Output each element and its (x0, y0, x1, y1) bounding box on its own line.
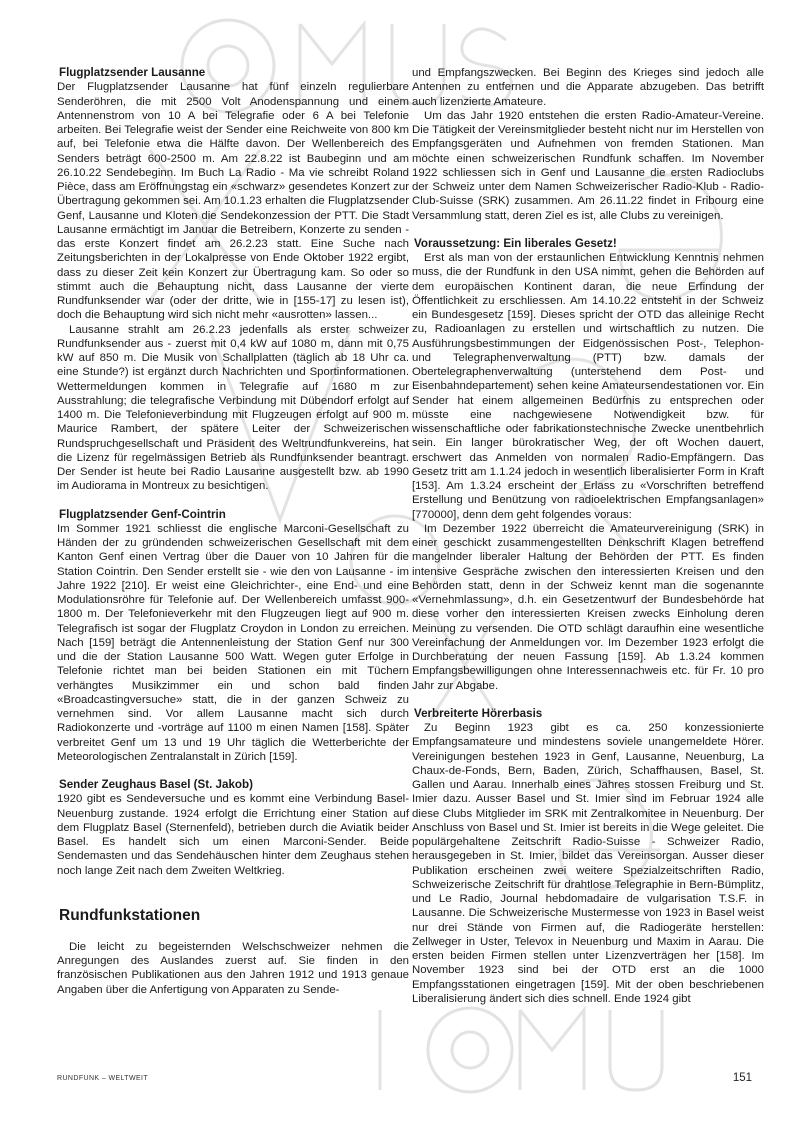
spacer (57, 878, 409, 906)
paragraph-lausanne-1: Der Flugplatzsender Lausanne hat fünf einzeln regulierbare Senderöhren, die mit 2500 Volt Anodenspannung und einem Antennenstrom von 10 A bei Telegrafie oder 6 A bei Telefonie arbeiten. Bei Telegrafie weist der Sender eine Reichweite von 800 km auf, bei Telefonie etwa die Hälfte davon. Der Wellenbereich des Senders beträgt 600-2500 m. Am 22.8.22 ist Baubeginn und am 26.10.22 Sendebeginn. Im Buch La Radio - Ma vie schreibt Roland Pièce, dass am Eröffnungstag ein «schwarz» gesendetes Konzert zur Übertragung gekommen sei. Am 10.1.23 erhalten die Flugplatzsender Genf, Lausanne und Kloten die Sendekonzession der PTT. Die Stadt Lausanne ermächtigt im Januar die Betreibern, Konzerte zu senden - das erste Konzert findet am 26.2.23 statt. Eine Suche nach Zeitungsberichten in der Lokalpresse von Ende Oktober 1922 ergibt, dass zu dieser Zeit kein Konzert zur Übertragung kam. So oder so stimmt auch die Behauptung nicht, dass Lausanne der vierte Rundfunksender war (oder der dritte, wie in [155-17] zu lesen ist), doch die Behauptung wird sich nicht mehr «ausrotten» lassen... (57, 81, 409, 322)
heading-sender-zeughaus-basel: Sender Zeughaus Basel (St. Jakob) (59, 778, 253, 791)
paragraph-basel: 1920 gibt es Sendeversuche und es kommt eine Verbindung Basel-Neuenburg zustande. 1924 erfolgt die Errichtung einer Station auf dem Flugplatz Basel (Sternenfeld), betrieben durch die Aviatik beider Basel. Es handelt sich um einen Marconi-Sender. Beide Sendemasten und das Sendehäuschen hinter dem Zeughaus stehen noch lange Zeit nach dem Zweiten Weltkrieg. (57, 793, 409, 877)
paragraph-gesetz: Erst als man von der erstaunlichen Entwicklung Kenntnis nehmen muss, die der Rundfunk in den USA nimmt, gehen die Behörden auf dem europäischen Kontinent daran, die neue Erfindung der Öffentlichkeit zu erschliessen. Am 14.10.22 entsteht in der Schweiz ein Bundesgesetz [159]. Dieses spricht der OTD das alleinige Recht zu, Radioanlagen zu erstellen und wirtschaftlich zu nutzen. Die Ausführungsbestimmungen der Eidgenössischen Post-, Telephon- und Telegraphenverwaltung (PTT) bzw. damals der Obertelegraphenverwaltung (unterstehend dem Post- und Eisenbahndepartement) sehen keine Amateursendestationen vor. Ein Sender hat einem allgemeinen Bedürfnis zu entsprechen oder müsste eine nachgewiesene Notwendigkeit bzw. für wissenschaftliche oder fabrikationstechnische Zwecke unentbehrlich sein. Ein langer bürokratischer Weg, der oft Wochen dauert, erschwert das Anmelden von normalen Radio-Empfängern. Das Gesetz tritt am 1.1.24 jedoch in wesentlich liberalisierter Form in Kraft [153]. Am 1.3.24 erscheint der Erlass zu «Vorschriften betreffend Erstellung und Benützung von radioelektrischen Empfangsanlagen» [770000], denn dem geht folgendes voraus: (412, 252, 764, 521)
spacer (412, 223, 764, 237)
heading-flugplatzsender-genf: Flugplatzsender Genf-Cointrin (59, 507, 226, 521)
watermark-band-bottom (380, 1008, 662, 1092)
paragraph-welschschweizer: Die leicht zu begeisternden Welschschweizer nehmen die Anregungen des Auslandes zuerst auf. Sie finden in den französischen Publikationen aus den Jahren 1912 und 1913 genaue Angaben über die Anfertigung von Apparaten zu Sende- (57, 940, 409, 996)
heading-voraussetzung: Voraussetzung: Ein liberales Gesetz! (414, 236, 617, 250)
heading-flugplatzsender-lausanne: Flugplatzsender Lausanne (59, 66, 206, 79)
paragraph-denkschrift: Im Dezember 1922 überreicht die Amateurvereinigung (SRK) in einer geschickt zusammengestellten Denkschrift Klagen betreffend mangelnder liberaler Haltung der Behörden der PTT. Es finden intensive Gespräche zwischen den interessierten Kreisen und den Behörden statt, denn in der Schweiz kennt man die sogenannte «Vernehmlassung», d.h. ein Gesetzentwurf der Bundesbehörde hat diese vorher den interessierten Kreisen zwecks Einholung deren Meinung zu versenden. Die OTD schlägt daraufhin eine wesentliche Vereinfachung der Anmeldungen vor. Im Dezember 1923 erfolgt die Durchberatung der neuen Fassung [159]. Ab 1.3.24 kommen Empfangsbewilligungen ohne Interessennachweis etc. für Fr. 10 pro Jahr zur Abgabe. (412, 522, 764, 692)
spacer (412, 693, 764, 707)
left-column (57, 66, 409, 997)
paragraph-empfangszwecke: und Empfangszwecken. Bei Beginn des Krieges sind jedoch alle Antennen zu entfernen und die Apparate abzugeben. Das betrifft auch lizenzierte Amateure. (412, 67, 764, 108)
running-title: RUNDFUNK – WELTWEIT (57, 1075, 149, 1082)
paragraph-radio-amateur-vereine: Um das Jahr 1920 entstehen die ersten Radio-Amateur-Vereine. Die Tätigkeit der Vereinsmitglieder besteht nicht nur im Herstellen von Empfangsgeräten und Aufnehmen von fremden Stationen. Man möchte einen schweizerischen Rundfunk schaffen. Im November 1922 schliessen sich in Genf und Lausanne die ersten Radioclubs der Schweiz unter dem Namen Schweizerischer Radio-Klub - Radio-Club-Suisse (SRK) zusammen. Am 26.11.22 findet in Fribourg eine Versammlung statt, deren Ziel es ist, alle Clubs zu vereinigen. (412, 109, 764, 222)
spacer (57, 494, 409, 508)
paragraph-lausanne-2: Lausanne strahlt am 26.2.23 jedenfalls als erster schweizer Rundfunksender aus - zuerst mit 0,4 kW auf 1080 m, dann mit 0,75 kW auf 850 m. Die Musik von Schallplatten (täglich ab 18 Uhr ca. eine Stunde?) ist ergänzt durch Nachrichten und Sportinformationen. Wettermeldungen kommen in Telegrafie auf 1680 m zur Ausstrahlung; die telegrafische Verbindung mit Dübendorf erfolgt auf 1400 m. Die Telefonieverbindung mit Flugzeugen erfolgt auf 900 m. Maurice Rambert, der spätere Leiter der Schweizerischen Rundspruchgesellschaft und Präsident des Weltrundfunkvereins, hat die Lizenz für regelmässigen Betrieb als Rundfunksender beantragt. Der Sender ist heute bei Radio Lausanne ausgestellt bzw. ab 1990 im Audiorama in Montreux zu besichtigen. (57, 323, 409, 493)
paragraph-genf: Im Sommer 1921 schliesst die englische Marconi-Gesellschaft zu Händen der zu gründenden schweizerischen Gesellschaft mit dem Kanton Genf einen Vertrag über die Dauer von 10 Jahren für die Station Cointrin. Den Sender erstellt sie - wie den von Lausanne - im Jahre 1922 [210]. Er weist eine Gleichrichter-, eine End- und eine Modulationsröhre für Telefonie auf. Der Wellenbereich umfasst 900-1800 m. Der Telefonieverkehr mit den Flugzeugen liegt auf 900 m. Telegrafisch ist sogar der Flugplatz Croydon in London zu erreichen. Nach [159] beträgt die Antennenleistung der Station Genf nur 300 und die der Station Lausanne 500 Watt. Wegen guter Erfolge in Telefonie richtet man bei beiden Stationen ein mit Tüchern verhängtes Musikzimmer ein und schon bald finden «Broadcastingversuche» statt, die in der ganzen Schweiz zu vernehmen sind. Vor allem Lausanne macht sich durch Radiokonzerte und -vorträge auf 1100 m einen Namen [158]. Später verbreitet Genf um 13 und 19 Uhr täglich die Wetterberichte der Meteorologischen Zentralanstalt in Zürich [159]. (57, 522, 409, 763)
paragraph-hoererbasis: Zu Beginn 1923 gibt es ca. 250 konzessionierte Empfangsamateure und mindestens soviele unangemeldete Hörer. Vereinigungen bestehen 1923 in Genf, Lausanne, Neuenburg, La Chaux-de-Fonds, Bern, Baden, Zürich, Schaffhausen, Basel, St. Gallen und Aarau. Innerhalb eines Jahres stossen Freiburg und St. Imier dazu. Ausser Basel und St. Imier sind im Februar 1924 alle diese Clubs Mitglieder im SRK mit Zentralkomitee in Neuenburg. Der Anschluss von Basel und St. Imier ist bereits in die Wege geleitet. Die populärgehaltene Zeitschrift Radio-Suisse - Schweizer Radio, herausgegeben in St. Imier, bildet das Vereinsorgan. Ausser dieser Publikation erscheinen zwei weitere Spezialzeitschriften Radio, Schweizerische Zeitschrift für drahtlose Telegraphie in Bern-Bümplitz, und Le Radio, Journal hebdomadaire de vulgarisation T.S.F. in Lausanne. Die Schweizerische Mustermesse von 1923 in Basel weist nur drei Stände von Firmen auf, die Radiogeräte herstellen: Zellweger in Uster, Televox in Neuenburg und Maxim in Aarau. Die ersten beiden Firmen stellen unter Lizenzverträgen her [158]. Im November 1923 sind bei der OTD erst an die 1000 Empfangsstationen eingetragen [159]. Mit der oben beschriebenen Liberalisierung ändert sich dies schnell. Ende 1924 gibt (412, 722, 764, 1005)
page-number: 151 (732, 1072, 752, 1084)
right-column (412, 66, 764, 1006)
section-title-rundfunkstationen: Rundfunkstationen (59, 906, 201, 924)
heading-verbreiterte-hoererbasis: Verbreiterte Hörerbasis (414, 706, 543, 720)
spacer (57, 764, 409, 778)
spacer (57, 926, 409, 940)
